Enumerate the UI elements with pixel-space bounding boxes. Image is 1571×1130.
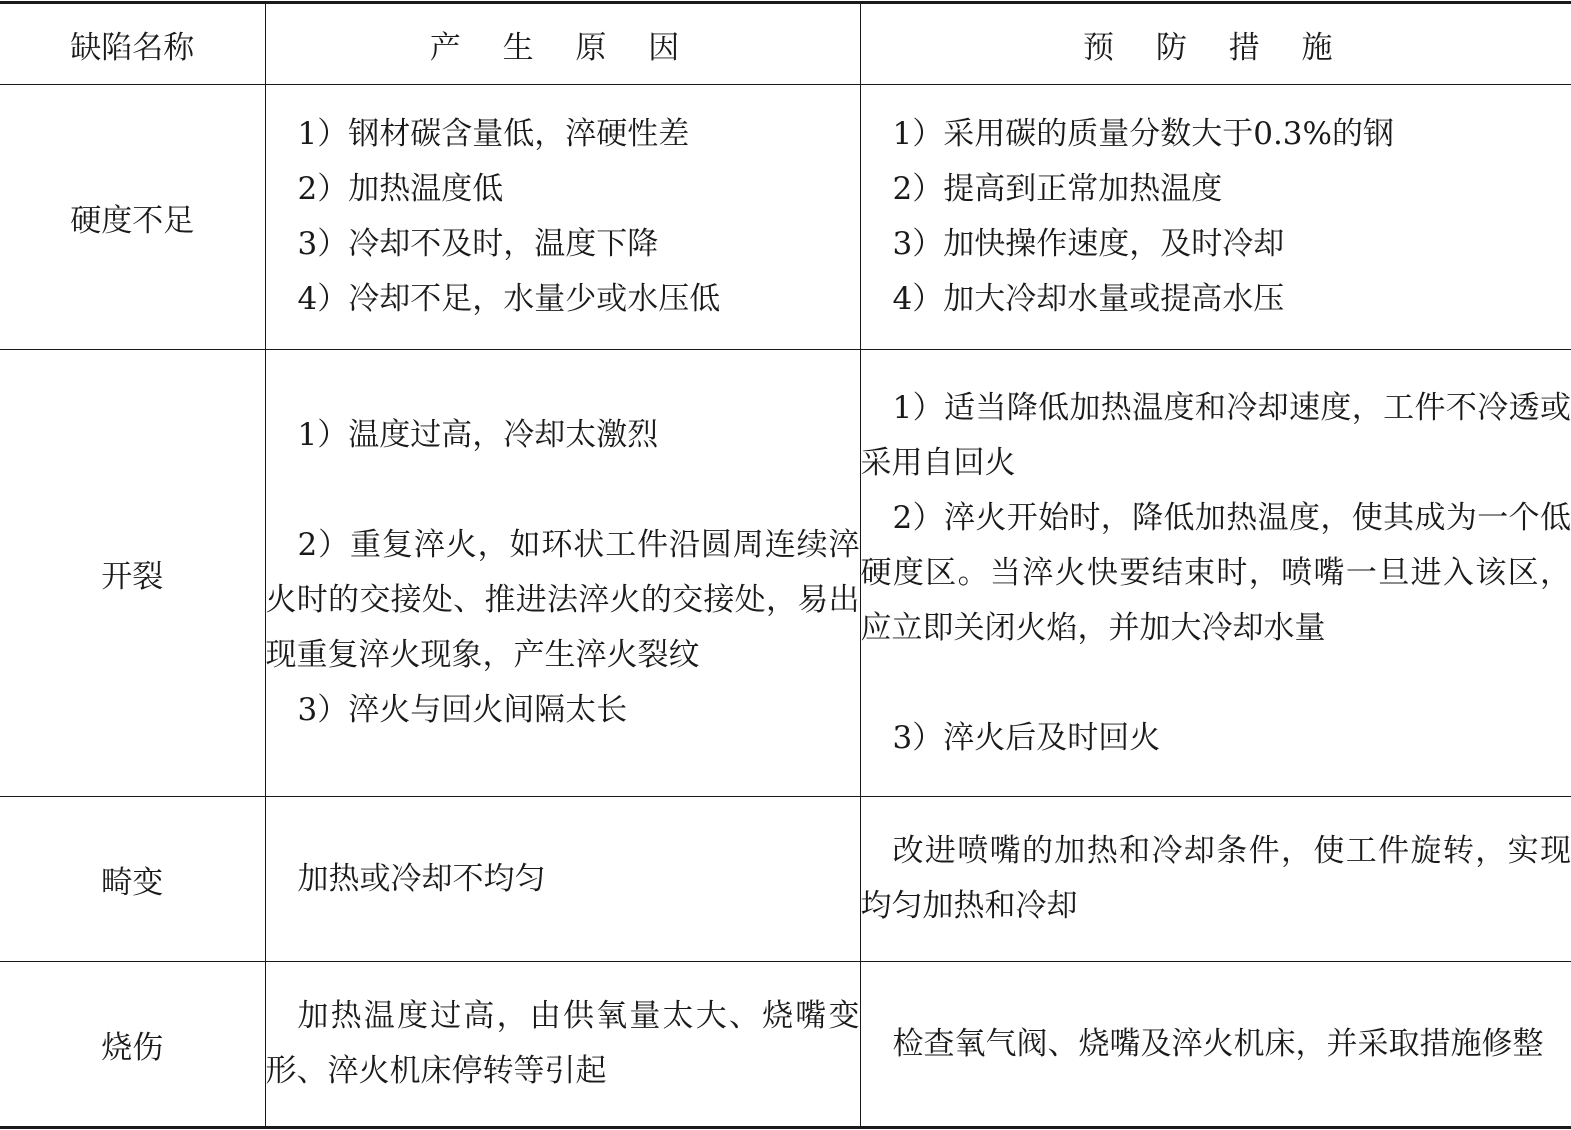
prevention-item: 改进喷嘴的加热和冷却条件，使工件旋转，实现均匀加热和冷却: [860, 833, 1571, 924]
prevention-item: 2）提高到正常加热温度: [892, 171, 1223, 207]
cause-item: 加热或冷却不均匀: [297, 860, 546, 897]
cause-item: 加热温度过高，由供氧量太大、烧嘴变形、淬火机床停转等引起: [265, 998, 860, 1089]
cause-item: 3）冷却不及时，温度下降: [297, 226, 659, 262]
prevention-item: 3）淬火后及时回火: [892, 719, 1161, 756]
prevention-item: 检查氧气阀、烧嘴及淬火机床，并采取措施修整: [892, 1025, 1544, 1062]
header-prevention: 预 防 措 施: [860, 3, 1571, 85]
cause-item: 3）淬火与回火间隔太长: [297, 692, 628, 728]
defect-name-cell: 硬度不足: [0, 85, 265, 350]
defect-name-cell: 开裂: [0, 350, 265, 797]
causes-cell: [265, 85, 860, 350]
cause-item: 1）温度过高，冷却太激烈: [297, 417, 659, 453]
causes-cell: [265, 962, 860, 1128]
defects-table: [0, 1, 1571, 1129]
header-row: [0, 3, 1571, 85]
prevention-item: 1）采用碳的质量分数大于0.3%的钢: [892, 116, 1394, 152]
prevention-cell: [860, 962, 1571, 1128]
prevention-cell: [860, 85, 1571, 350]
causes-cell: [265, 797, 860, 962]
table-row: [0, 797, 1571, 962]
table-row: [0, 350, 1571, 797]
table-row: [0, 85, 1571, 350]
prevention-item: 4）加大冷却水量或提高水压: [892, 281, 1285, 317]
table-header: [0, 3, 1571, 85]
prevention-item: 2）淬火开始时，降低加热温度，使其成为一个低硬度区。当淬火快要结束时，喷嘴一旦进入该区，应立即关闭火焰，并加大冷却水量: [860, 499, 1571, 646]
prevention-item: 1）适当降低加热温度和冷却速度，工件不冷透或采用自回火: [860, 389, 1571, 481]
header-defect-name: 缺陷名称: [0, 3, 265, 85]
cause-item: 2）加热温度低: [297, 171, 504, 207]
header-causes: 产 生 原 因: [265, 3, 860, 85]
prevention-item: 3）加快操作速度，及时冷却: [892, 226, 1285, 262]
cause-item: 2）重复淬火，如环状工件沿圆周连续淬火时的交接处、推进法淬火的交接处，易出现重复淬火现象，产生淬火裂纹: [265, 527, 860, 673]
cause-item: 1）钢材碳含量低，淬硬性差: [297, 116, 690, 152]
causes-cell: [265, 350, 860, 797]
prevention-cell: [860, 797, 1571, 962]
defect-name-cell: 烧伤: [0, 962, 265, 1128]
cause-item: 4）冷却不足，水量少或水压低: [297, 281, 721, 317]
prevention-cell: [860, 350, 1571, 797]
defect-name-cell: 畸变: [0, 797, 265, 962]
table-row: [0, 962, 1571, 1128]
